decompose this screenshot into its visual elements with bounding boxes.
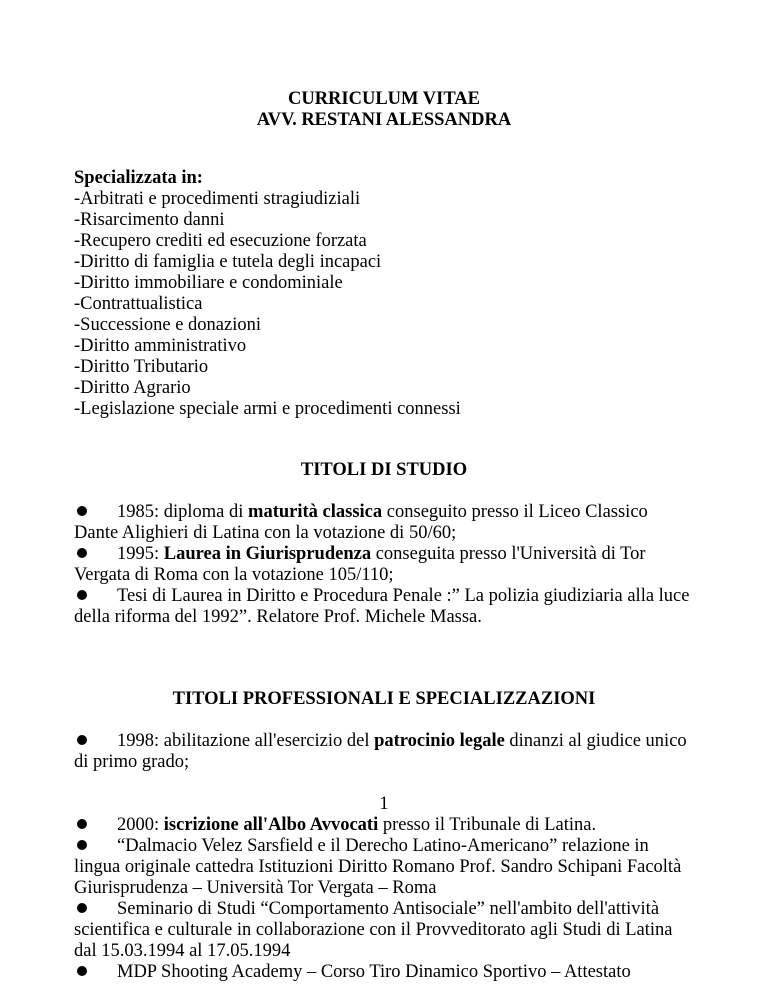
item-text: 1995: xyxy=(117,544,164,564)
professional-heading: TITOLI PROFESSIONALI E SPECIALIZZAZIONI xyxy=(172,689,596,709)
list-item: -Arbitrati e procedimenti stragiudiziali xyxy=(74,189,361,209)
list-item xyxy=(74,502,694,544)
item-bold-text: patrocinio legale xyxy=(374,731,505,751)
item-bold-text: Laurea in Giurisprudenza xyxy=(163,544,372,564)
specializations-list xyxy=(74,189,694,420)
list-item xyxy=(74,962,694,983)
item-bold-text: maturità classica xyxy=(248,502,383,522)
document-title xyxy=(74,89,694,131)
document-page xyxy=(74,89,694,983)
list-item: -Diritto immobiliare e condominiale xyxy=(74,273,343,293)
list-item: -Risarcimento danni xyxy=(74,210,225,230)
bullet-icon xyxy=(77,548,87,558)
item-text: conseguito presso il Liceo Classico Dante Alighieri di Latina con la votazione di 50/60; xyxy=(74,502,648,543)
bullet-icon xyxy=(77,840,87,850)
item-text: 2000: xyxy=(117,815,164,835)
list-item: -Diritto di famiglia e tutela degli incapaci xyxy=(74,252,382,272)
item-bold-text: iscrizione all'Albo Avvocati xyxy=(163,815,379,835)
list-item xyxy=(74,899,694,962)
item-text: Tesi di Laurea in Diritto e Procedura Penale :” La polizia giudiziaria alla luce della riforma del 1992”. Relatore Prof. Michele Massa. xyxy=(74,586,690,627)
professional-list-continued xyxy=(74,815,694,983)
item-text: 1985: diploma di xyxy=(117,502,249,522)
title-line-1: CURRICULUM VITAE xyxy=(287,89,481,109)
list-item xyxy=(74,836,694,899)
item-text: dinanzi al giudice unico di primo grado; xyxy=(74,731,687,772)
bullet-icon xyxy=(77,819,87,829)
list-item: -Recupero crediti ed esecuzione forzata xyxy=(74,231,367,251)
item-text: “Dalmacio Velez Sarsfield e il Derecho Latino-Americano” relazione in lingua originale cattedra Istituzioni Diritto Romano Prof. Sandro Schipani Facoltà Giurisprudenza – Università Tor Vergata – Roma xyxy=(74,836,682,898)
list-item: -Contrattualistica xyxy=(74,294,203,314)
item-text: presso il Tribunale di Latina. xyxy=(378,815,597,835)
bullet-icon xyxy=(77,903,87,913)
list-item: -Legislazione speciale armi e procedimenti connessi xyxy=(74,399,461,419)
list-item: -Diritto Agrario xyxy=(74,378,191,398)
bullet-icon xyxy=(77,966,87,976)
list-item xyxy=(74,815,694,836)
page-number: 1 xyxy=(379,794,389,814)
item-text: 1998: abilitazione all'esercizio del xyxy=(117,731,375,751)
item-text: MDP Shooting Academy – Corso Tiro Dinamico Sportivo – Attestato xyxy=(117,962,631,982)
list-item xyxy=(74,586,694,628)
bullet-icon xyxy=(77,590,87,600)
bullet-icon xyxy=(77,506,87,516)
item-text: Seminario di Studi “Comportamento Antisociale” nell'ambito dell'attività scientifica e culturale in collaborazione con il Provveditorato agli Studi di Latina dal 15.03.1994 al 17.05.1994 xyxy=(74,899,673,961)
title-line-2: AVV. RESTANI ALESSANDRA xyxy=(256,110,512,130)
list-item: -Diritto Tributario xyxy=(74,357,209,377)
specializations-heading: Specializzata in: xyxy=(74,168,203,188)
item-text: conseguita presso l'Università di Tor Vergata di Roma con la votazione 105/110; xyxy=(74,544,646,585)
list-item: -Successione e donazioni xyxy=(74,315,261,335)
studies-heading: TITOLI DI STUDIO xyxy=(300,460,468,480)
list-item xyxy=(74,544,694,586)
list-item: -Diritto amministrativo xyxy=(74,336,247,356)
list-item xyxy=(74,731,694,773)
studies-list xyxy=(74,502,694,628)
professional-list xyxy=(74,731,694,773)
bullet-icon xyxy=(77,735,87,745)
